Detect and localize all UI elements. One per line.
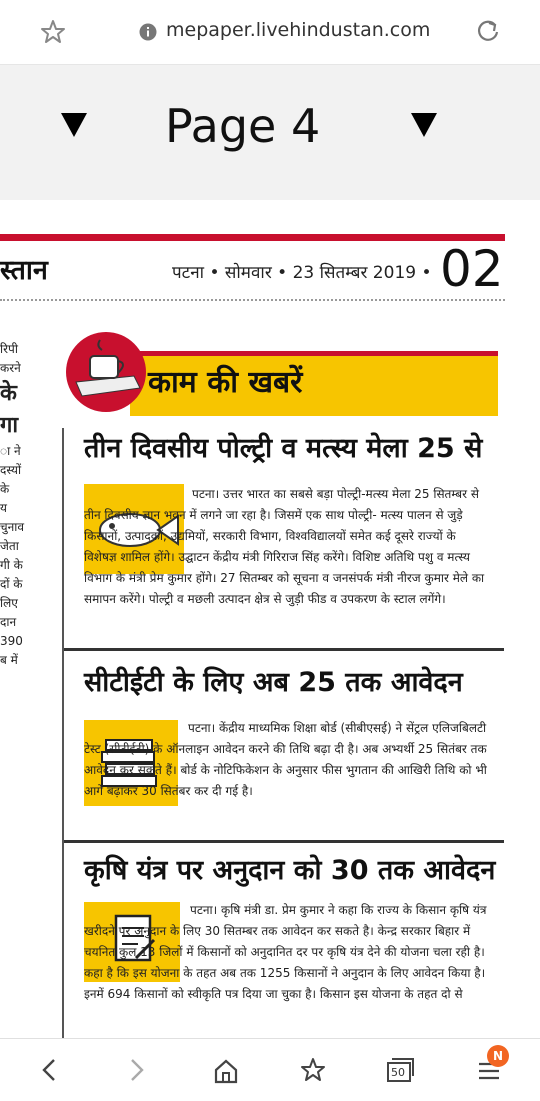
left-line: ब में [0,653,18,667]
bookmark-icon[interactable] [300,1057,328,1085]
browser-bottom-bar [0,1038,540,1101]
left-line: गी के [0,558,23,572]
left-line: 390 [0,634,23,648]
tab-count: 50 [391,1066,405,1079]
left-line: रिपी [0,342,18,356]
section-title: काम की खबरें [148,365,303,400]
left-line: करने [0,361,21,375]
news-story[interactable] [66,850,498,1038]
tabs-icon[interactable] [386,1057,414,1083]
page-number: 02 [440,240,504,298]
headline: कृषि यंत्र पर अनुदान को 30 तक आवेदन [84,855,496,886]
home-icon[interactable] [212,1057,240,1085]
headline: सीटीईटी के लिए अब 25 तक आवेदन [84,667,463,698]
masthead-rule [0,234,505,241]
left-heading: के [0,381,17,406]
page-navigation-bar [0,65,540,200]
masthead: स्तान [0,255,48,286]
dotted-divider [0,299,505,301]
left-line: लिए [0,596,18,610]
dateline: पटना • सोमवार • 23 सितम्बर 2019 • [172,263,432,283]
newspaper-page[interactable] [0,200,540,1038]
story-separator [64,840,504,843]
back-icon[interactable] [38,1057,62,1083]
left-line: ा ने [0,444,21,458]
reload-icon[interactable] [475,19,501,45]
notification-badge: N [487,1045,509,1067]
story-body: पटना। कृषि मंत्री डा. प्रेम कुमार ने कहा कि राज्य के किसान कृषि यंत्र खरीदने पर अनुदान के लिए 30 सितम्बर तक आवेदन कर सकते है। केन्द्र सरकार बिहार में चयनित कुल 13 जिलों में किसानों को अनुदानित दर पर कृषि यंत्र देने की योजना चला रही है। कहा है कि इस योजना के तहत अब तक 1255 किसानों ने अनुदान के लिए आवेदन किया है। इनमें 694 किसानों को स्वीकृति पत्र दिया जा चुका है। किसान इस योजना के तहत दो से [84,903,487,1001]
left-column-fragment [0,340,48,1030]
forward-icon[interactable] [124,1057,148,1083]
left-line: दस्यों [0,463,22,477]
star-icon[interactable] [40,19,66,45]
story-body: पटना। केंद्रीय माध्यमिक शिक्षा बोर्ड (सीबीएसई) ने सेंट्रल एलिजबिलटी टेस्ट (सीटीईटी) के ऑनलाइन आवेदन करने की तिथि बढ़ा दी है। अब अभ्यर्थी 25 सितंबर तक आवेदन कर सकते हैं। बोर्ड के नोटिफिकेशन के अनुसार फीस भुगतान की आखिरी तिथि को भी आगे बढ़ाकर 30 सितंबर कर दी गई है। [84,721,487,798]
left-line: दों के [0,577,23,591]
left-line: दान [0,615,17,629]
headline: तीन दिवसीय पोल्ट्री व मत्स्य मेला 25 से [84,433,483,464]
next-page-icon[interactable] [411,113,437,137]
section-banner [60,348,500,414]
left-line: चुनाव [0,520,25,534]
left-line: के [0,482,10,496]
news-story[interactable] [66,428,498,646]
left-line: जेता [0,539,19,553]
prev-page-icon[interactable] [61,113,87,137]
news-story[interactable] [66,662,498,832]
url-text[interactable]: mepaper.livehindustan.com [166,19,431,41]
coffee-cup-icon [60,324,152,416]
url-bar [0,0,540,65]
story-body: पटना। उत्तर भारत का सबसे बड़ा पोल्ट्री-मत्स्य मेला 25 सितम्बर से तीन दिवसीय ज्ञान भवन में लगने जा रहा है। जिसमें एक साथ पोल्ट्री- मत्स्य पालन से जुड़े किसानों, उत्पादकों, उद्यमियों, सरकारी विभाग, विश्वविद्यालयों समेत कई दूसरे राज्यों के विशेषज्ञ शामिल होंगे। उद्घाटन केंद्रीय मंत्री गिरिराज सिंह करेंगे। विशिष्ट अतिथि पशु व मत्स्य विभाग के मंत्री प्रेम कुमार होंगे। 27 सितम्बर को सूचना व जनसंपर्क मंत्री नीरज कुमार मेले का समापन करेंगे। पोल्ट्री व मछली उत्पादन क्षेत्र से जुड़ी फीड व उपकरण के स्टाल लगेंगे। [84,487,485,606]
left-heading: गा [0,413,19,438]
page-label: Page 4 [165,99,321,153]
story-separator [64,648,504,651]
left-line: य [0,501,7,515]
column-divider [62,428,64,1038]
info-icon[interactable] [139,23,157,41]
